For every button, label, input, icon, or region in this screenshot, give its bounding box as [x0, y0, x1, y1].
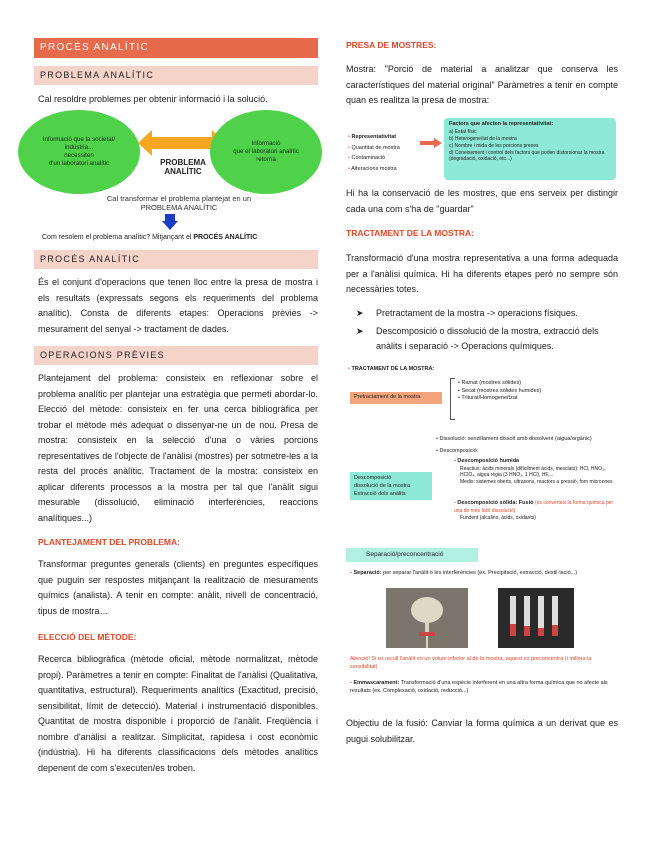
planteig-paragraph: Transformar preguntes generals (clients) en preguntes específiques que puguin ser respostes mitjançant la realització de mesuraments químics (analista). A tenir en compte: anàlit, nivell de concentració, tipus de mostra… [38, 559, 318, 616]
descomposicio-box [350, 472, 432, 500]
tm-title [348, 366, 434, 374]
bottom-bold: PROCÉS ANALÍTIC [193, 234, 258, 241]
problema-analitic-label [148, 158, 218, 176]
pretractament-box: Pretractament de la mostra [350, 392, 442, 404]
pretract-item: • Secat (mostres sòlides humides) [458, 387, 542, 394]
bullet-dot: • [348, 366, 352, 372]
box-line: dissolució de la mostra [354, 483, 410, 489]
factor-item [348, 155, 420, 163]
tractament-diagram-image [346, 364, 618, 538]
humida-block [438, 458, 616, 485]
tubes-photo [498, 588, 574, 648]
bubble-line: indústria... [64, 144, 94, 151]
dissol-text: Dissolució: senzillament dissolt amb dissolvent (aigua/orgànic) [439, 436, 592, 442]
factor-label: Quantitat de mostra [351, 144, 400, 151]
box-line: Extracció dels anàlits [354, 491, 406, 497]
presa-paragraph: Mostra: "Porció de material a analitzar que conserva les característiques del material original" Paràmetres a tenir en compte quan es realitza la presa de mostra: [346, 64, 618, 105]
factor-label: Contaminació [351, 155, 386, 161]
emmascarament-text [350, 680, 612, 695]
header-text: OPERACIONS PRÈVIES [40, 350, 165, 360]
separacio-image [346, 548, 618, 708]
bullet-dot: • [350, 570, 354, 576]
pretract-items [458, 380, 541, 403]
planteig-title: PLANTEJAMENT DEL PROBLEMA: [38, 537, 180, 547]
tm-title-text: TRACTAMENT DE LA MOSTRA: [351, 366, 435, 372]
conservacio-paragraph: Hi ha la conservació de les mostres, que ens serveix per distingir cada una com s'ha de "guardar" [346, 188, 618, 214]
bullet-item [346, 306, 618, 321]
bubble-line: Informació que la societat/ [42, 136, 116, 143]
warning-text: Atenció! Si es recull l'anàlit en un volum inferior al de la mostra, aquest es preconcentra (i millora la sensibilitat) [350, 656, 592, 670]
eleccio-paragraph: Recerca bibliogràfica (mètode oficial, mètode normalitzat, mètode propi). Paràmetres a tenir en compte: Finalitat de l'anàlisi (Qualitativa, quantitativa, estructural). Requeriments analítics (Exactitud, precisió, sensibilitat, límit de detecció). Material i instrumentació disponibles. Quantitat de mostra disponible i proporció de l'anàlit. Freqüència i nombre d'anàlisi a realitzar. Simplicitat, rapidesa i cost econòmic (indústria). Hi ha diferents classificacions dels mètodes analítics depenent de com s'executen/es troben. [38, 654, 318, 773]
item-text: Triturat/Homogeneïtzat [461, 395, 518, 401]
factor-item [348, 166, 420, 174]
label-line: PROBLEMA [160, 158, 206, 167]
bullet-dot: • [348, 134, 352, 140]
solida-block [438, 500, 616, 523]
tractament-bullets [346, 306, 618, 354]
bullet-dot: • [348, 144, 352, 151]
item-text: Secat (mostres sòlides humides) [461, 387, 542, 394]
sep-label: Separació: [353, 570, 382, 576]
tractament-title: TRACTAMENT DE LA MOSTRA: [346, 228, 474, 238]
fusio-paragraph: Objectiu de la fusió: Canviar la forma química a un derivat que es pugui solubilitzar. [346, 718, 618, 744]
section-header-proces-analitic-2 [34, 250, 318, 269]
section-header-proces-analitic [34, 38, 318, 58]
dissolucio-line: • Dissolució: senzillament dissolt amb dissolvent (aigua/orgànic) [436, 436, 592, 442]
bullet-dot: • [348, 155, 352, 161]
bottom-text: Com resolem el problema analític? Mitjançant el [42, 234, 194, 241]
separacio-title: Separació/preconcentració [346, 548, 478, 562]
lab-bubble [210, 110, 322, 194]
funnel-photo [386, 588, 468, 648]
diagram-bottom-text [42, 234, 322, 241]
section-header-operacions-previes [34, 346, 318, 365]
bubble-line: d'un laboratori analític [48, 160, 110, 167]
problema-analitic-diagram [34, 108, 318, 246]
arrowhead-icon: ➤ [356, 326, 364, 336]
solida-note: (es converteix la forma química per una de més fàcil dissolució) [454, 500, 614, 514]
arrowhead-icon: ➤ [356, 308, 364, 318]
factor-label: Alteracions mostra [351, 165, 397, 172]
label-line: ANALÍTIC [164, 167, 202, 176]
right-arrow-icon [420, 138, 442, 148]
factors-box [444, 118, 616, 180]
factor-item [348, 134, 420, 142]
bubble-line: que el laboratori analític [233, 148, 299, 155]
bullet-text: Descomposició o dissolució de la mostra, extracció dels anàlits i separació -> Operacions químiques. [376, 326, 599, 351]
proces-paragraph: És el conjunt d'operacions que tenen lloc entre la presa de mostra i els resultats (expressats segons els requeriments del problema analític). Consta de diferents etapes: Operacions prèvies -> mesurament del senyal -> tractament de dades. [38, 277, 318, 334]
section-header-problema-analitic [34, 66, 318, 85]
bubble-line: necessiten [64, 152, 94, 159]
operacions-paragraph: Plantejament del problema: consisteix en reflexionar sobre el problema analític per plantejar una estratègia que permeti abordar-lo. Elecció del mètode: consisteix en fer una cerca bibliogràfica per trobar el mètode més adequat o dissenyar-ne un de nou. Presa de mostra: consisteix en la selecció d'una o vàries porcions representatives de l'objecte de l'anàlisi (mostres) per sotmetre-les a la resta del procés anàlític. Tractament de la mostra: consisteix en aplicar diferents processos a la mostra per tal que l'anàlit sigui mesurable (dissolució, eliminació interferències, reaccions analítiques...) [38, 373, 318, 523]
factors-box-item: a) Estat físic [449, 128, 477, 135]
diagram-caption [74, 194, 284, 212]
factors-list [348, 134, 420, 173]
solida-title: - Descomposició sòlida: Fusió (es converteix la forma química per una de més fàcil dissolució) [454, 500, 614, 514]
factors-box-item: d) Coneixement i control dels factors que poden distorsionar la mostra (degradació, oxidació, etc...) [449, 149, 605, 162]
down-arrow-icon [162, 214, 178, 230]
bullet-item [346, 324, 618, 354]
factors-box-item: b) Heterogeneïtat de la mostra [449, 135, 517, 142]
factors-box-item: c) Nombre i mida de les porcions preses [449, 142, 539, 149]
separacio-text [350, 570, 614, 578]
bubble-line: Informació [251, 140, 281, 147]
sep-text: per separar l'anàlit o les interferències (ex. Precipitació, extracció, destil·lació...) [383, 570, 578, 576]
humida-item: Medis: sistemes oberts, ultrasons, reactors a pressió, forn microones [460, 478, 613, 485]
bubble-line: retorna [256, 156, 276, 163]
caption-line: Cal transformar el problema plantejat en un [106, 194, 252, 203]
bullet-dot: • [350, 680, 354, 686]
pretract-item: • Triturat/Homogeneïtzat [458, 395, 518, 401]
box-line: Descomposició [354, 475, 392, 481]
separatory-funnel-icon [386, 588, 468, 648]
item-text: Ramat (mostres sòlides) [461, 380, 522, 386]
humida-item: Reactius: àcids minerals (difícilment àcids, mesclats): HCl, HNO₃, HClO₄, aigua règia (3 HNO₃, 1 HCl), HF,... [460, 465, 606, 478]
test-tubes-icon [498, 588, 574, 648]
solida-title-text: Descomposició sòlida: Fusió [457, 500, 534, 506]
society-bubble [18, 110, 140, 194]
factors-image [346, 114, 618, 184]
bullet-text: Pretractament de la mostra -> operacions físiques. [376, 308, 578, 318]
tractament-paragraph: Transformació d'una mostra representativa a una forma adequada per a l'anàlisi química. Hi ha diferents etapes però no sempre són necessàries totes. [346, 253, 618, 294]
eleccio-title: ELECCIÓ DEL MÈTODE: [38, 632, 137, 642]
presa-title: PRESA DE MOSTRES: [346, 40, 437, 50]
factor-item [348, 145, 420, 153]
bullet-dot: • [348, 165, 352, 172]
pretract-item: • Ramat (mostres sòlides) [458, 380, 522, 386]
brace [450, 378, 455, 420]
header-text: PROBLEMA ANALÍTIC [40, 70, 155, 80]
descomp-text: Descomposició: [439, 448, 479, 454]
caption-line: PROBLEMA ANALÍTIC [140, 203, 218, 212]
factor-label: Representativitat [351, 134, 397, 140]
emm-label: Emmascarament: [353, 680, 400, 686]
header-text: PROCÉS ANALÍTIC [40, 42, 149, 53]
humida-title: - Descomposició humida [454, 458, 520, 464]
humida-title-text: Descomposició humida [457, 458, 520, 464]
solida-item: Fundent (alcalino, àcids, oxidants) [460, 515, 536, 521]
emm-text: Transformació d'una espècie interferent en una altra forma química que no afecte als resultats (ex. Complexació, oxidació, reducció...) [350, 680, 608, 694]
header-text: PROCÉS ANALÍTIC [40, 254, 141, 264]
factors-box-title: Factors que afecten la representativitat: [449, 121, 554, 127]
intro-text: Cal resoldre problemes per obtenir informació i la solució. [38, 94, 268, 104]
descomp-line: • Descomposició: [436, 448, 479, 454]
